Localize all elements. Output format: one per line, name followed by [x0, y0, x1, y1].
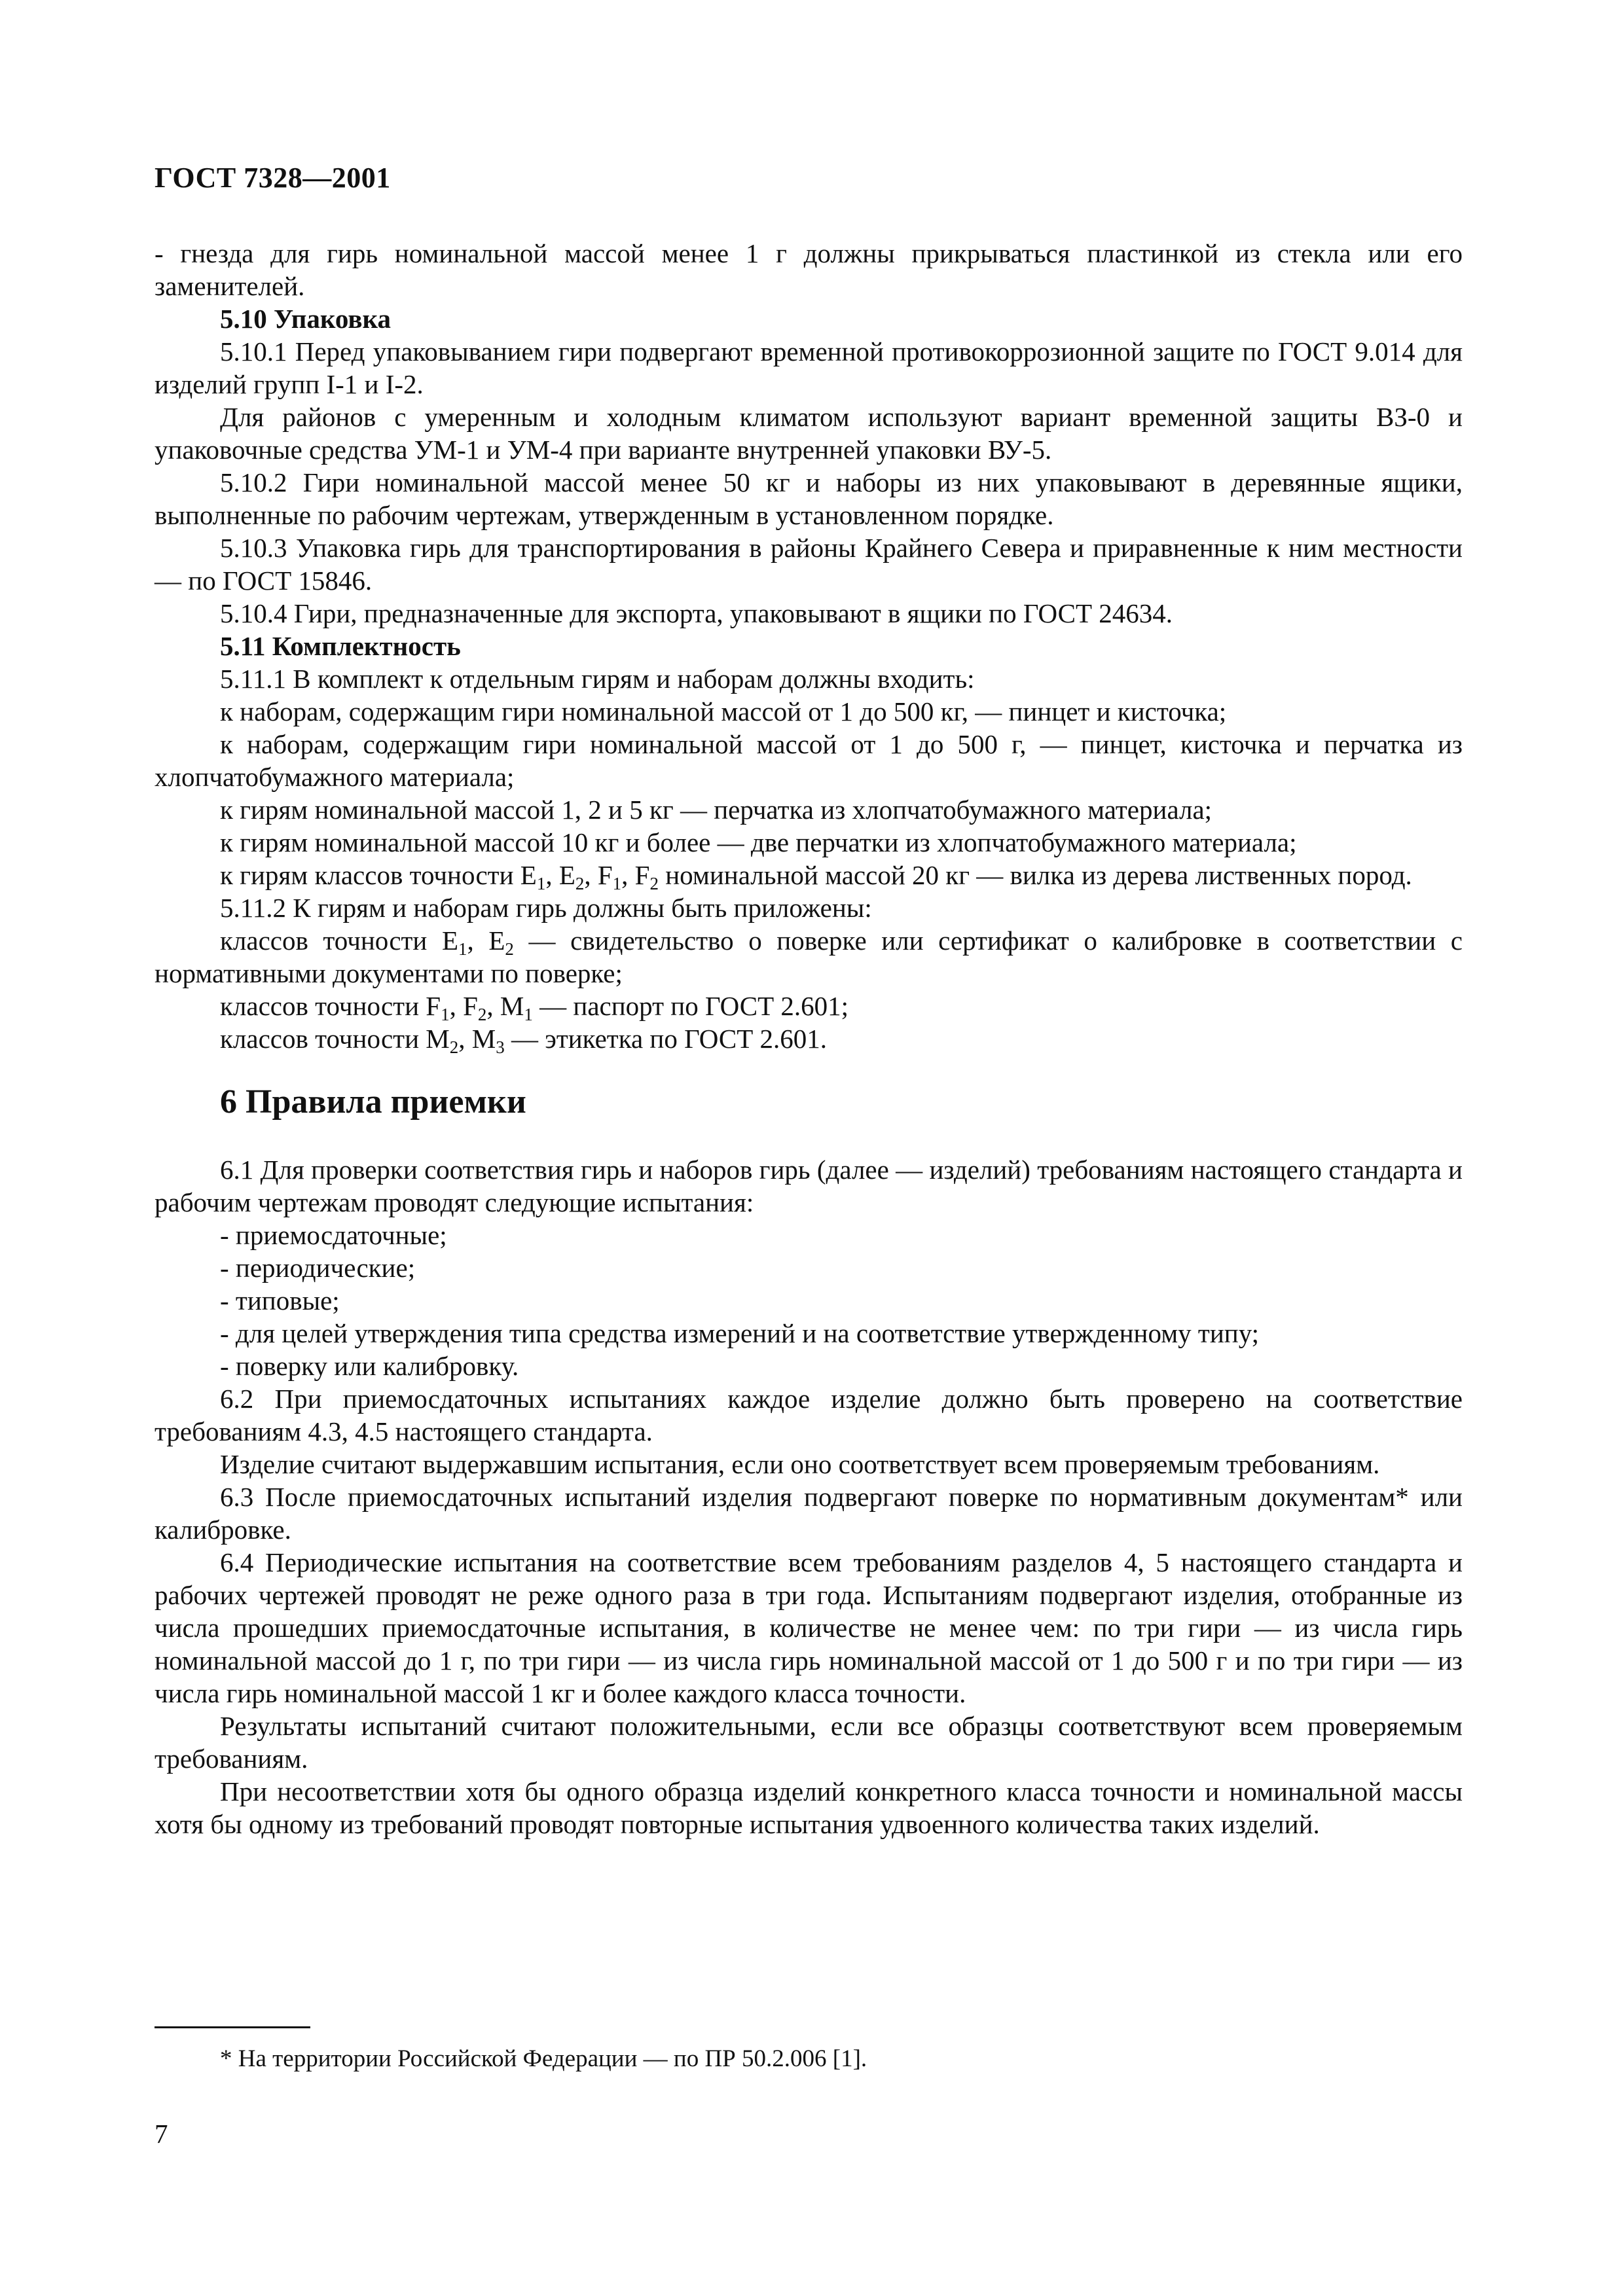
text-run: , F — [621, 860, 650, 890]
footnote-divider — [155, 2026, 310, 2028]
subscript: 2 — [449, 1037, 459, 1057]
list-item: к наборам, содержащим гири номинальной массой от 1 до 500 кг, — пинцет и кисточка; — [220, 696, 1227, 726]
list-item: к гирям номинальной массой 10 кг и более — две перчатки из хлопчатобумажного материала; — [220, 827, 1297, 857]
text-run: , E — [467, 925, 505, 956]
paragraph: Результаты испытаний считают положительными, если все образцы соответствуют всем проверяемым требованиям. — [155, 1711, 1463, 1774]
document-body — [155, 237, 1463, 1840]
text-run: , M — [458, 1024, 496, 1054]
list-item: - для целей утверждения типа средства измерений и на соответствие утвержденному типу; — [220, 1318, 1260, 1348]
paragraph-5-10-4: 5.10.4 Гири, предназначенные для экспорта, упаковывают в ящики по ГОСТ 24634. — [220, 598, 1173, 628]
list-item: - приемосдаточные; — [220, 1220, 447, 1250]
text-run: классов точности M — [220, 1024, 450, 1054]
subscript: 1 — [524, 1005, 533, 1024]
subscript: 1 — [441, 1005, 450, 1024]
list-item: - поверку или калибровку. — [220, 1351, 519, 1381]
subscript: 1 — [612, 874, 622, 893]
list-item — [155, 1022, 1463, 1055]
paragraph: Изделие считают выдержавшим испытания, если оно соответствует всем проверяемым требованиям. — [220, 1449, 1380, 1479]
footnote: * На территории Российской Федерации — по ПР 50.2.006 [1]. — [220, 2045, 867, 2072]
text-run: к гирям классов точности E — [220, 860, 537, 890]
page-number: 7 — [155, 2119, 168, 2149]
paragraph-5-11-1: 5.11.1 В комплект к отдельным гирям и наборам должны входить: — [220, 664, 975, 694]
list-item: - типовые; — [220, 1285, 340, 1316]
text-run: , E — [545, 860, 575, 890]
subscript: 2 — [649, 874, 659, 893]
list-item — [155, 859, 1463, 891]
text-run: , F — [584, 860, 613, 890]
subscript: 1 — [536, 874, 546, 893]
paragraph: - гнезда для гирь номинальной массой менее 1 г должны прикрываться пластинкой из стекла или его заменителей. — [155, 238, 1463, 301]
section-heading-6: 6 Правила приемки — [220, 1083, 526, 1121]
paragraph-5-10-1: 5.10.1 Перед упаковыванием гири подвергают временной противокоррозионной защите по ГОСТ 9.014 для изделий групп I-1 и I-2. — [155, 336, 1463, 399]
text-run: классов точности E — [220, 925, 459, 956]
subscript: 2 — [477, 1005, 487, 1024]
paragraph-5-10-2: 5.10.2 Гири номинальной массой менее 50 кг и наборы из них упаковывают в деревянные ящики, выполненные по рабочим чертежам, утвержденным в установленном порядке. — [155, 467, 1463, 530]
subsection-heading-5-11: 5.11 Комплектность — [220, 631, 461, 661]
subscript: 3 — [496, 1037, 505, 1057]
paragraph-5-11-2: 5.11.2 К гирям и наборам гирь должны быть приложены: — [220, 893, 872, 923]
paragraph-6-2: 6.2 При приемосдаточных испытаниях каждое изделие должно быть проверено на соответствие требованиям 4.3, 4.5 настоящего стандарта. — [155, 1384, 1463, 1446]
text-run: — свидетельство о поверке или сертификат о калибровке в соответствии с нормативными документами по поверке; — [155, 925, 1463, 988]
text-run: , M — [486, 991, 524, 1021]
subscript: 2 — [505, 939, 514, 959]
list-item — [155, 990, 1463, 1022]
paragraph: При несоответствии хотя бы одного образца изделий конкретного класса точности и номинальной массы хотя бы одному из требований проводят повторные испытания удвоенного количества таких изделий. — [155, 1776, 1463, 1839]
subscript: 2 — [575, 874, 585, 893]
paragraph-6-4: 6.4 Периодические испытания на соответствие всем требованиям разделов 4, 5 настоящего стандарта и рабочих чертежей проводят не реже одного раза в три года. Испытаниям подвергают изделия, отобранные из числа прошедших приемосдаточные испытания, в количестве не менее чем: по три гири — из числа гирь номинальной массой до 1 г, по три гири — из числа гирь номинальной массой от 1 до 500 г и по три гири — из числа гирь номинальной массой 1 кг и более каждого класса точности. — [155, 1547, 1463, 1708]
paragraph: Для районов с умеренным и холодным климатом используют вариант временной защиты ВЗ-0 и упаковочные средства УМ-1 и УМ-4 при варианте внутренней упаковки ВУ-5. — [155, 402, 1463, 465]
text-run: — паспорт по ГОСТ 2.601; — [532, 991, 849, 1021]
paragraph-6-1: 6.1 Для проверки соответствия гирь и наборов гирь (далее — изделий) требованиям настоящего стандарта и рабочим чертежам проводят следующие испытания: — [155, 1155, 1463, 1217]
list-item — [155, 924, 1463, 990]
list-item: к наборам, содержащим гири номинальной массой от 1 до 500 г, — пинцет, кисточка и перчатка из хлопчатобумажного материала; — [155, 729, 1463, 792]
text-run: номинальной массой 20 кг — вилка из дерева лиственных пород. — [658, 860, 1412, 890]
paragraph-6-3: 6.3 После приемосдаточных испытаний изделия подвергают поверке по нормативным документам* или калибровке. — [155, 1482, 1463, 1545]
list-item: - периодические; — [220, 1253, 416, 1283]
text-run: , F — [449, 991, 478, 1021]
subsection-heading-5-10: 5.10 Упаковка — [220, 304, 392, 334]
document-header: ГОСТ 7328—2001 — [155, 162, 391, 194]
text-run: — этикетка по ГОСТ 2.601. — [504, 1024, 828, 1054]
subscript: 1 — [458, 939, 467, 959]
paragraph-5-10-3: 5.10.3 Упаковка гирь для транспортирования в районы Крайнего Севера и приравненные к ним местности — по ГОСТ 15846. — [155, 533, 1463, 596]
list-item: к гирям номинальной массой 1, 2 и 5 кг — перчатка из хлопчатобумажного материала; — [220, 795, 1213, 825]
text-run: классов точности F — [220, 991, 441, 1021]
